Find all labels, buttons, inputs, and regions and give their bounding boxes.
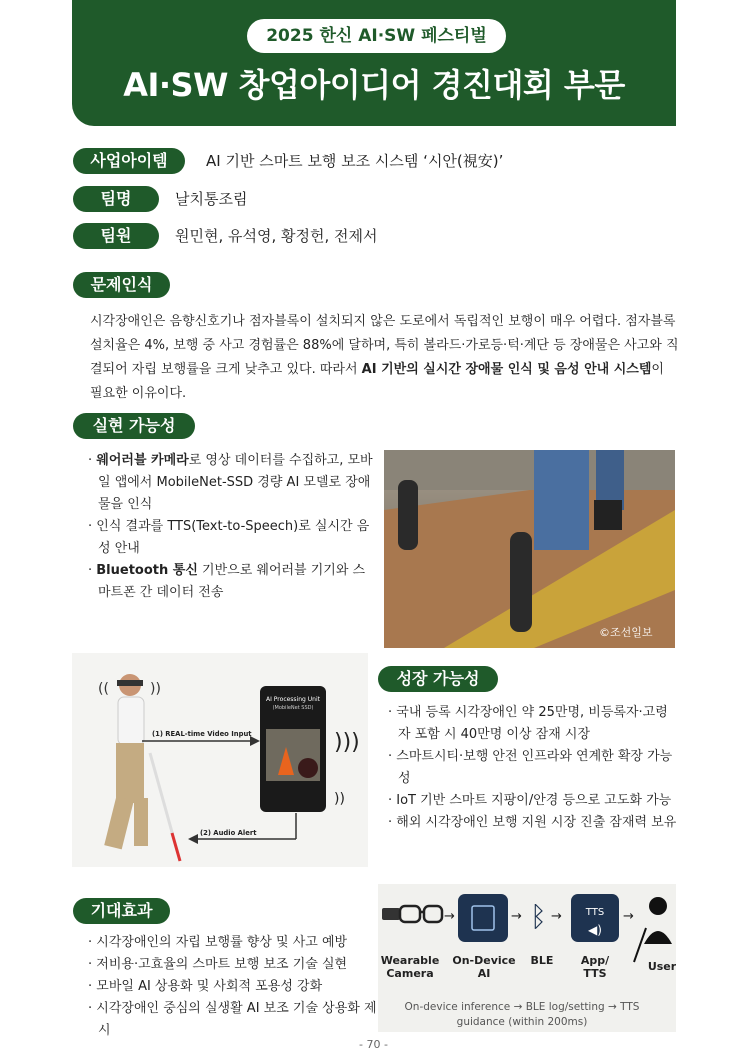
festival-badge: 2025 한신 AI·SW 페스티벌 [247,19,506,53]
list-item-text: 로 영상 데이터를 수집하고, 모바일 앱에서 MobileNet-SSD 경량 AI 모델로 장애물을 인식 [98,453,373,512]
list-item: · 시각장애인의 자립 보행률 향상 및 사고 예방 [88,935,348,950]
svg-text:((: (( [98,681,109,697]
list-item-text: 기반으로 웨어러블 기기와 스마트폰 간 데이터 전송 [98,563,366,600]
list-item: · IoT 기반 스마트 지팡이/안경 등으로 고도화 가능 [388,793,672,808]
list-item: · 모바일 AI 상용화 및 사회적 포용성 강화 [88,979,323,994]
svg-text:◀): ◀) [588,923,602,937]
list-item-text: 모바일 AI 상용화 및 사회적 포용성 강화 [96,979,323,994]
problem-text-1: 시각장애인은 음향신호기나 점자블록이 설치되지 않은 도로에서 독립적인 보행이 매우 어렵다. 점자블록 설치율은 4%, 보행 중 사고 경험률은 88%에 달하며, 특히 볼라드·가로등·턱·계단 등 장애물은 사고와 직결되어 자립 보행률을 크게 낮추고 있다. 따라서 [90,314,679,377]
user-icon [634,897,672,962]
list-item: · 스마트시티·보행 안전 인프라와 연계한 확장 가능성 [388,749,673,786]
list-item: · Bluetooth 통신 기반으로 웨어러블 기기와 스마트폰 간 데이터 전송 [88,563,366,600]
list-item: · 해외 시각장애인 보행 지원 시장 진출 잠재력 보유 [388,815,677,830]
list-item: · 시각장애인 중심의 실생활 AI 보조 기술 상용화 제시 [88,1001,377,1038]
problem-text-2: 이 필요한 이유이다. [90,362,664,401]
item-value: AI 기반 스마트 보행 보조 시스템 ‘시안(視安)’ [206,152,504,170]
feasibility-list [88,450,373,604]
ondevice-label-2: AI [477,967,491,980]
list-item-text: 인식 결과를 TTS(Text-to-Speech)로 실시간 음성 안내 [96,519,370,556]
list-item: · 저비용·고효율의 스마트 보행 보조 기술 실현 [88,957,348,972]
growth-label: 성장 가능성 [378,666,498,692]
photo-watermark: ©조선일보 [599,626,653,639]
unit-sub: (MobileNet SSD) [272,705,314,711]
list-item-text: 시각장애인의 자립 보행률 향상 및 사고 예방 [96,935,348,950]
user-label: User [647,960,676,973]
street-photo [384,450,675,648]
glasses-icon [382,906,442,922]
svg-text:→: → [444,909,455,924]
svg-text:))): ))) [334,730,360,755]
chip-icon [458,894,508,942]
svg-text:→: → [623,909,634,924]
list-item-bold: 웨어러블 카메라 [96,453,189,468]
wearable-label-2: Camera [386,967,434,980]
effects-label: 기대효과 [73,898,170,924]
arrow-video-label: (1) REAL-time Video Input [152,730,252,738]
system-diagram [72,653,368,867]
team-value: 날치통조림 [175,190,248,208]
list-item-bold: Bluetooth 통신 [96,563,198,578]
list-item: · 국내 등록 시각장애인 약 25만명, 비등록자·고령자 포함 시 40만명 이상 잠재 시장 [388,705,668,742]
svg-text:)): )) [150,681,161,697]
app-label-2: TTS [583,967,607,980]
team-label: 팀명 [73,186,159,212]
bluetooth-icon: ᛒ [530,900,547,933]
svg-text:)): )) [334,791,345,807]
list-item: · 웨어러블 카메라로 영상 데이터를 수집하고, 모바일 앱에서 MobileNet-SSD 경량 AI 모델로 장애물을 인식 [88,453,373,512]
unit-title: AI Processing Unit [266,696,320,703]
growth-list [388,702,678,834]
problem-label: 문제인식 [73,272,170,298]
list-item-text: 저비용·고효율의 스마트 보행 보조 기술 실현 [96,957,348,972]
list-item: · 인식 결과를 TTS(Text-to-Speech)로 실시간 음성 안내 [88,519,370,556]
ble-label: BLE [530,954,554,967]
list-item-text: 시각장애인 중심의 실생활 AI 보조 기술 상용화 제시 [96,1001,377,1038]
svg-text:→: → [551,909,562,924]
person-icon [98,674,180,861]
street-photo-illustration [384,450,675,648]
svg-text:→: → [511,909,522,924]
problem-text [90,310,680,406]
caption-line-2: guidance (within 200ms) [456,1016,588,1028]
list-item-text: 국내 등록 시각장애인 약 25만명, 비등록자·고령자 포함 시 40만명 이상 잠재 시장 [396,705,668,742]
members-label: 팀원 [73,223,159,249]
list-item-text: 해외 시각장애인 보행 지원 시장 진출 잠재력 보유 [396,815,677,830]
tts-box-label: TTS [585,907,605,918]
caption-line-1: On-device inference → BLE log/setting → TTS [404,1001,640,1013]
page-number: - 70 - [359,1038,388,1051]
phone-icon [260,686,326,812]
effects-list [88,932,388,1042]
app-label-1: App/ [580,954,610,967]
wearable-label-1: Wearable [380,954,440,967]
item-label: 사업아이템 [73,148,185,174]
ondevice-label-1: On-Device [452,954,516,967]
feasibility-label: 실현 가능성 [73,413,195,439]
pipeline-diagram [378,884,676,1032]
members-value: 원민현, 유석영, 황정헌, 전제서 [175,227,378,245]
problem-text-bold: AI 기반의 실시간 장애물 인식 및 음성 안내 시스템 [361,362,652,377]
list-item-text: 스마트시티·보행 안전 인프라와 연계한 확장 가능성 [396,749,673,786]
page-title: AI·SW 창업아이디어 경진대회 부문 [123,66,625,104]
list-item-text: IoT 기반 스마트 지팡이/안경 등으로 고도화 가능 [396,793,672,808]
arrow-audio-label: (2) Audio Alert [200,829,257,837]
